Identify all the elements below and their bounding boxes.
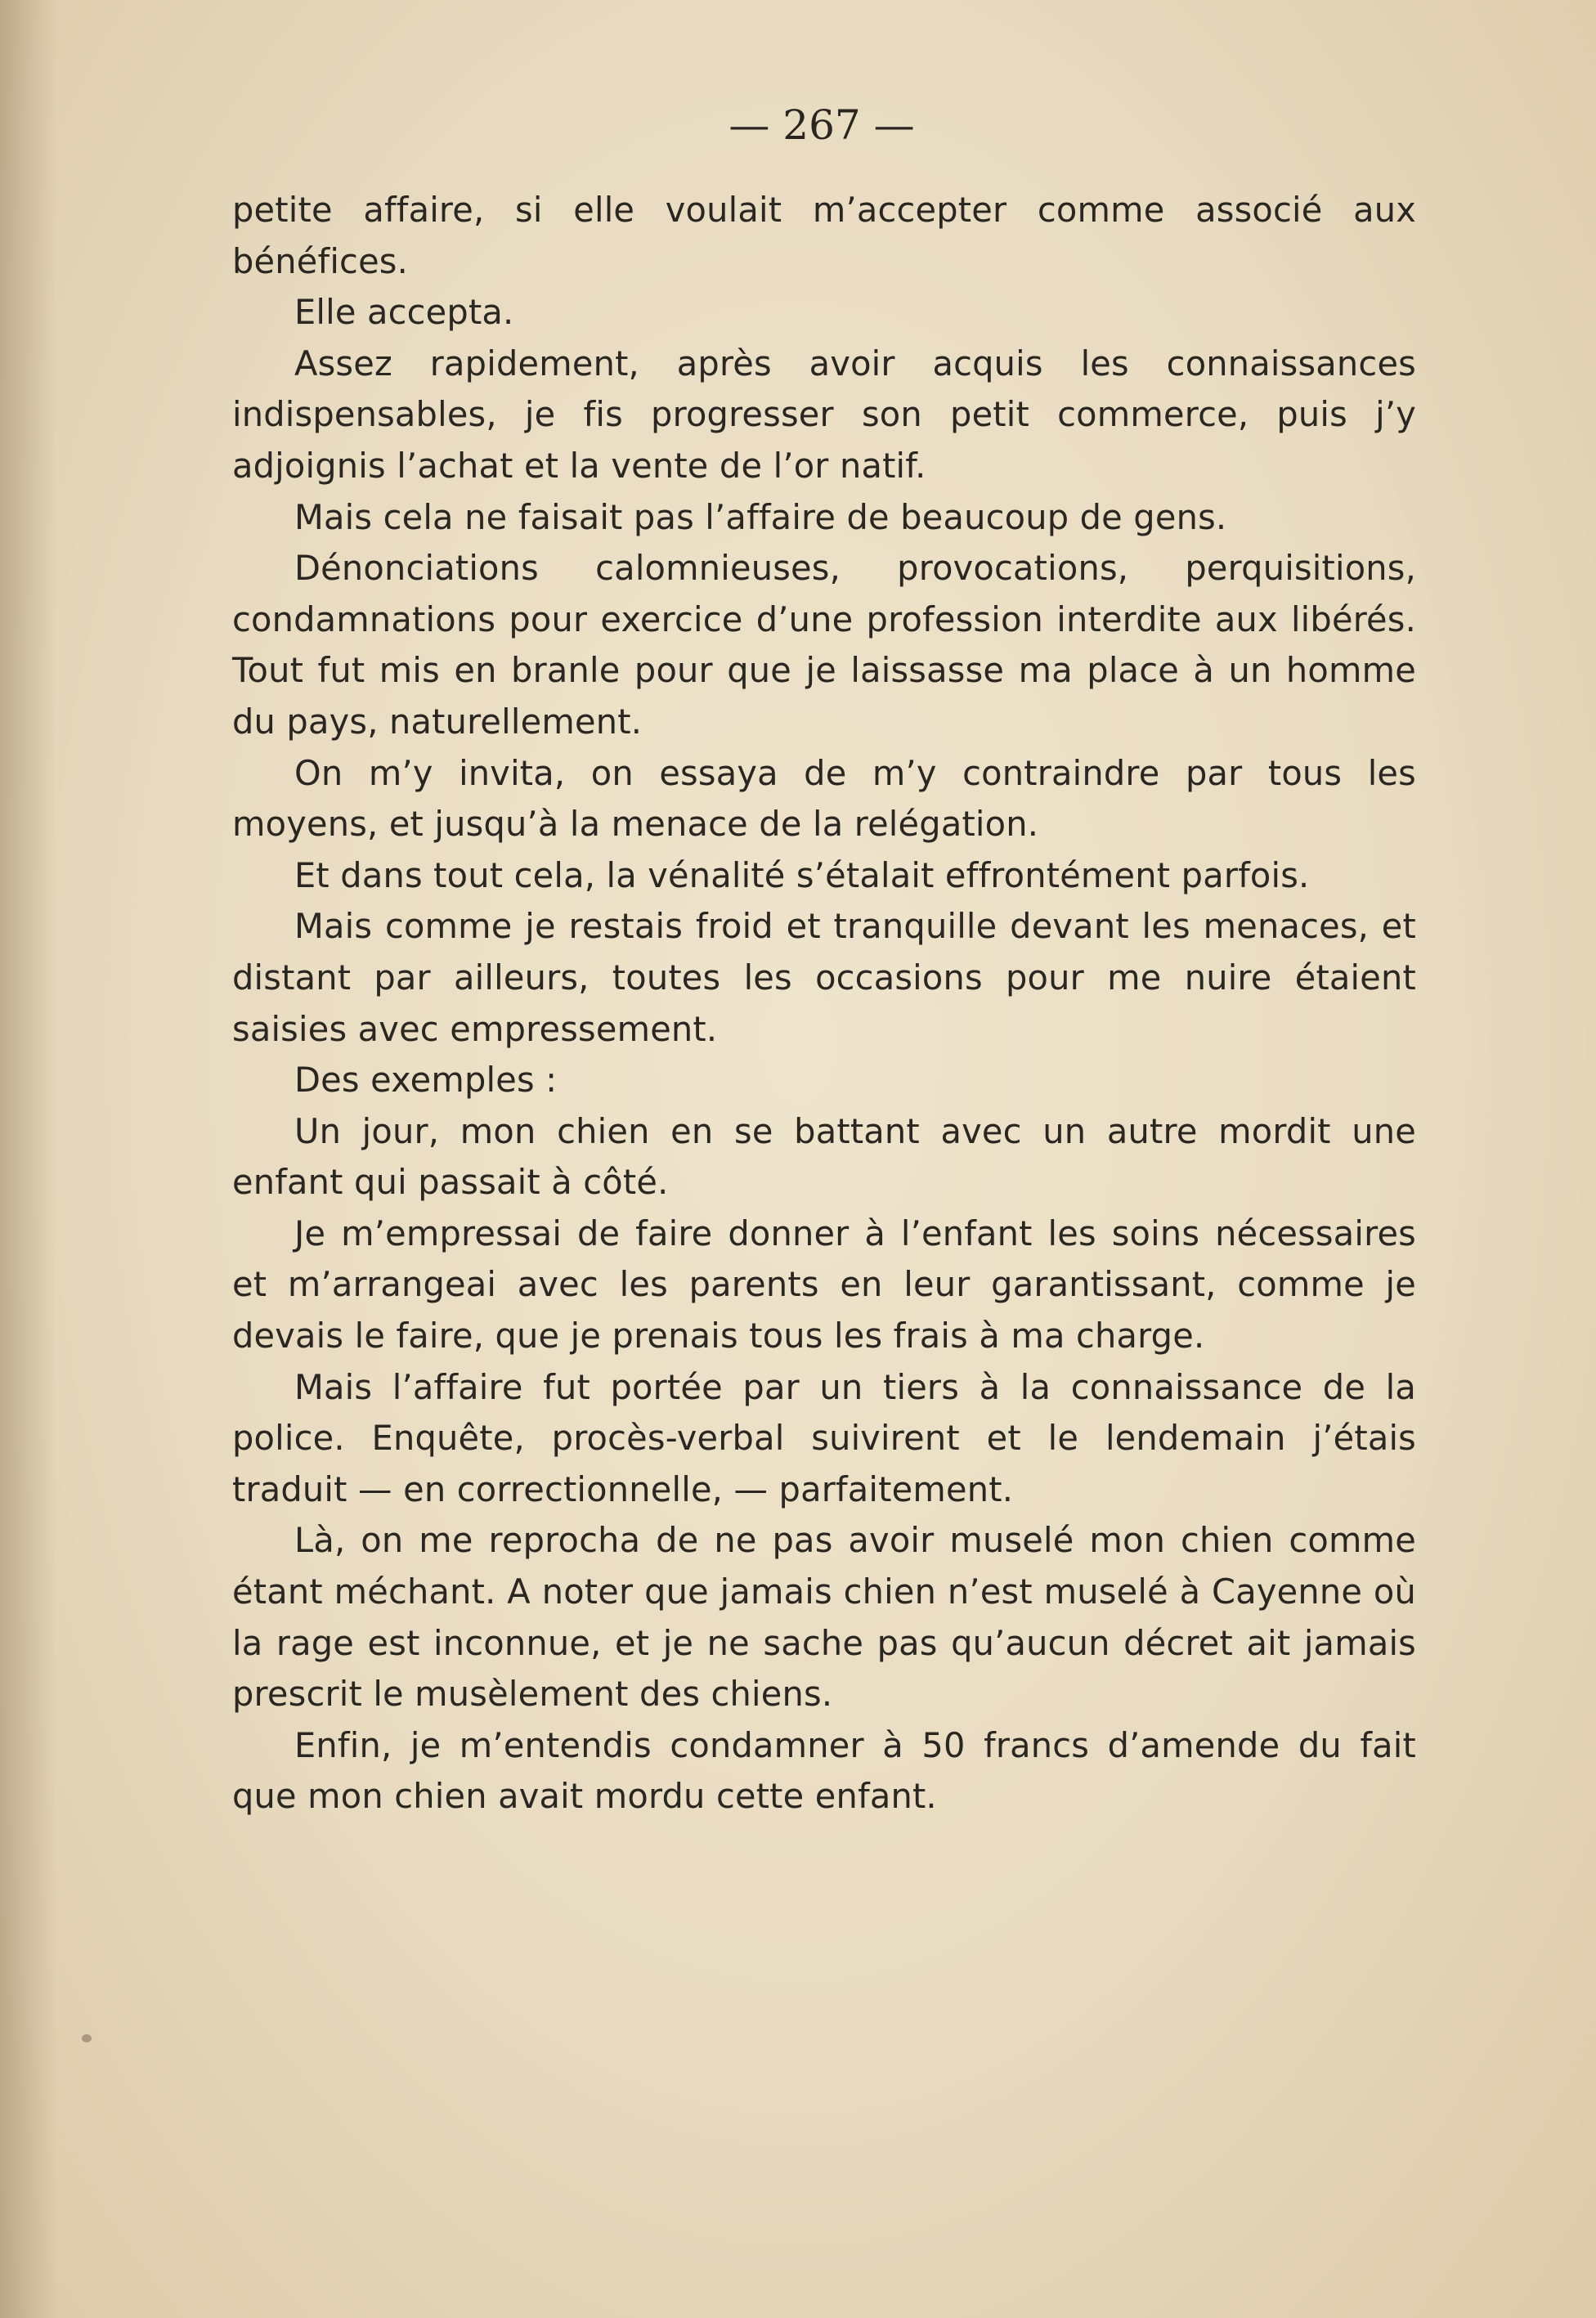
paragraph-1: petite affaire, si elle voulait m’accepter comme associé aux bénéfices. [232,190,1416,281]
paragraph-14: Enfin, je m’entendis condamner à 50 francs d’amende du fait que mon chien avait mordu cette enfant. [232,1724,1416,1817]
binding-shadow [0,0,57,2318]
paragraph-3: Assez rapidement, après avoir acquis les connaissances indispensables, je fis progresser son petit commerce, puis j’y adjoignis l’achat et la vente de l’or natif. [232,343,1416,486]
paragraph-4: Mais cela ne faisait pas l’affaire de beaucoup de gens. [294,496,1227,537]
paragraph-8: Mais comme je restais froid et tranquille devant les menaces, et distant par ailleurs, toutes les occasions pour me nuire étaient saisies avec empressement. [232,906,1416,1049]
page-number: — 267 — [729,101,915,149]
paragraph-9: Des exemples : [294,1060,558,1101]
paragraph-7: Et dans tout cela, la vénalité s’étalait effrontément parfois. [294,854,1310,895]
paper-speck [82,2034,92,2042]
paragraph-5: Dénonciations calomnieuses, provocations, perquisitions, condamnations pour exercice d’une profession interdite aux libérés. Tout fut mis en branle pour que je laissasse ma place à un homme du pays, naturellement. [232,548,1416,742]
paragraph-12: Mais l’affaire fut portée par un tiers à la connaissance de la police. Enquête, procès-verbal suivirent et le lendemain j’étais traduit — en correctionnelle, — parfaitement. [232,1366,1416,1509]
paragraph-6: On m’y invita, on essaya de m’y contraindre par tous les moyens, et jusqu’à la menace de la relégation. [232,752,1416,845]
paragraph-13: Là, on me reprocha de ne pas avoir muselé mon chien comme étant méchant. A noter que jamais chien n’est muselé à Cayenne où la rage est inconnue, et je ne sache pas qu’aucun décret ait jamais prescrit le musèlement des chiens. [232,1520,1416,1715]
paragraph-11: Je m’empressai de faire donner à l’enfant les soins nécessaires et m’arrangeai avec les parents en leur garantissant, comme je devais le faire, que je prenais tous les frais à ma charge. [232,1213,1416,1356]
paragraph-10: Un jour, mon chien en se battant avec un autre mordit une enfant qui passait à côté. [232,1110,1416,1203]
body-text [232,185,1416,1823]
paragraph-2: Elle accepta. [294,292,514,333]
